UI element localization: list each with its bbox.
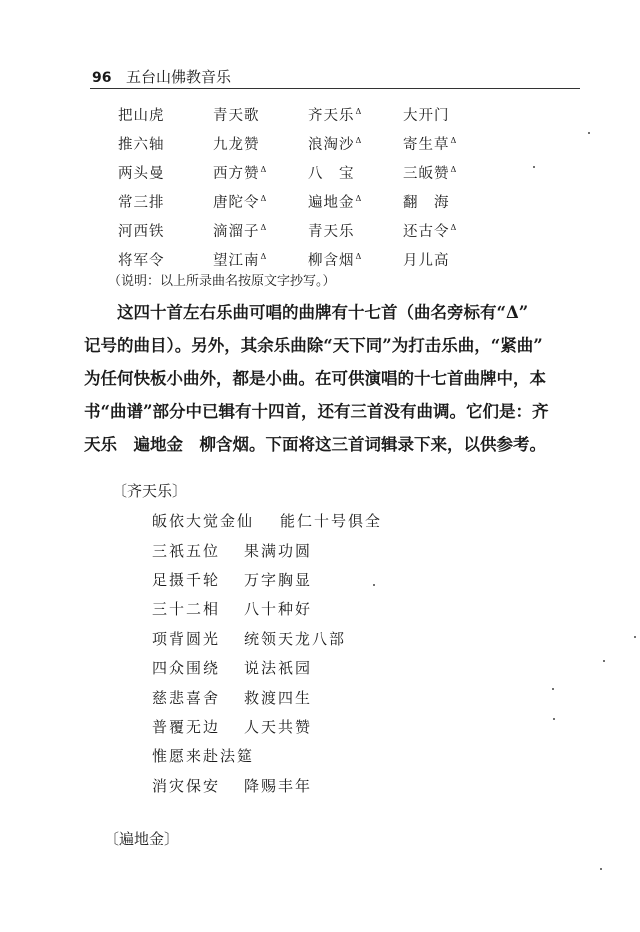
tune-name-text: 滴溜子 [213, 224, 260, 240]
tune-name [308, 191, 403, 212]
verse-phrase: 人天共赞 [244, 717, 313, 736]
tune-name-table [118, 100, 498, 274]
delta-mark: Δ [355, 136, 363, 146]
tune-name-text: 齐天乐 [308, 108, 355, 124]
verse-line [152, 741, 382, 770]
verse-phrase: 四众围绕 [152, 659, 221, 678]
tune-name-text: 两头曼 [118, 166, 165, 182]
tune-name-text: 西方赞 [213, 166, 260, 182]
tune-name-text: 柳含烟 [308, 253, 355, 269]
scan-speck [588, 132, 590, 134]
tune-name [118, 162, 213, 183]
page-header [92, 66, 231, 87]
tune-name [308, 104, 403, 125]
tune-name-text: 月儿高 [403, 253, 450, 269]
tune-name-text: 大开门 [403, 108, 450, 124]
verse-phrase: 惟愿来赴法筵 [152, 747, 255, 766]
verse-phrase: 能仁十号俱全 [280, 512, 383, 531]
verse-line [152, 594, 382, 623]
paragraph-line: 这四十首左右乐曲可唱的曲牌有十七首（曲名旁标有“Δ” [117, 303, 529, 322]
paragraph-line: 天乐 遍地金 柳含烟。下面将这三首词辑录下来，以供参考。 [84, 435, 546, 454]
section-title-qitianle: 〔齐天乐〕 [112, 482, 188, 500]
tune-name [308, 249, 403, 270]
delta-mark: Δ [450, 165, 458, 175]
verse-phrase: 万字胸显 [244, 570, 313, 589]
verse-line [152, 682, 382, 711]
verse-line [152, 653, 382, 682]
tune-name [308, 220, 403, 241]
verse-phrase: 慈悲喜舍 [152, 688, 221, 707]
tune-name-text: 青天歌 [213, 108, 260, 124]
delta-mark: Δ [355, 194, 363, 204]
paragraph-line: 为任何快板小曲外，都是小曲。在可供演唱的十七首曲牌中，本 [84, 369, 546, 388]
verse-line [152, 565, 382, 594]
tune-name [403, 133, 498, 154]
scan-speck [603, 660, 605, 662]
tune-name-text: 八 宝 [308, 166, 355, 182]
verse-phrase: 果满功圆 [244, 541, 313, 560]
verse-phrase: 项背圆光 [152, 629, 221, 648]
delta-mark: Δ [450, 223, 458, 233]
tune-name [213, 191, 308, 212]
scan-speck [552, 688, 554, 690]
verse-phrase: 统领天龙八部 [244, 629, 347, 648]
tune-name-text: 常三排 [118, 195, 165, 211]
tune-name [213, 133, 308, 154]
verse-line [152, 624, 382, 653]
tune-name-text: 唐陀令 [213, 195, 260, 211]
tune-name [403, 162, 498, 183]
verse-phrase: 普覆无边 [152, 717, 221, 736]
tune-name-text: 三皈赞 [403, 166, 450, 182]
tune-name [403, 104, 498, 125]
lyrics-block [152, 506, 382, 800]
tune-name-text: 推六轴 [118, 137, 165, 153]
scan-speck [634, 636, 636, 638]
tune-name [118, 220, 213, 241]
tune-name [213, 104, 308, 125]
paragraph-line: 记号的曲目）。另外，其余乐曲除“天下同”为打击乐曲，“紧曲” [84, 336, 543, 355]
verse-phrase: 三十二相 [152, 600, 221, 619]
tune-name [213, 220, 308, 241]
verse-line [152, 535, 382, 564]
verse-phrase: 救渡四生 [244, 688, 313, 707]
delta-mark: Δ [260, 165, 268, 175]
tune-name-text: 望江南 [213, 253, 260, 269]
verse-phrase: 足摄千轮 [152, 570, 221, 589]
verse-phrase: 消灾保安 [152, 776, 221, 795]
tune-name [213, 249, 308, 270]
tune-row [118, 187, 498, 216]
body-paragraph [84, 296, 584, 461]
page-number: 96 [92, 70, 112, 86]
note: （说明：以上所录曲名按原文字抄写。） [108, 274, 336, 289]
verse-phrase: 皈依大觉金仙 [152, 512, 255, 531]
tune-name-text: 遍地金 [308, 195, 355, 211]
verse-line [152, 506, 382, 535]
tune-name-text: 还古令 [403, 224, 450, 240]
verse-phrase: 八十种好 [244, 600, 313, 619]
scan-speck [600, 868, 602, 870]
tune-row [118, 100, 498, 129]
verse-phrase: 三祇五位 [152, 541, 221, 560]
delta-mark: Δ [355, 252, 363, 262]
scan-speck [553, 718, 555, 720]
tune-name-text: 九龙赞 [213, 137, 260, 153]
delta-mark: Δ [355, 107, 363, 117]
verse-phrase: 说法祇园 [244, 659, 313, 678]
tune-name-text: 翻 海 [403, 195, 450, 211]
tune-row [118, 216, 498, 245]
tune-name [403, 220, 498, 241]
tune-name [118, 104, 213, 125]
tune-name [118, 249, 213, 270]
verse-line [152, 712, 382, 741]
delta-mark: Δ [260, 252, 268, 262]
delta-mark: Δ [260, 194, 268, 204]
paragraph-line: 书“曲谱”部分中已辑有十四首，还有三首没有曲调。它们是：齐 [84, 402, 549, 421]
tune-name-text: 青天乐 [308, 224, 355, 240]
verse-phrase: 降赐丰年 [244, 776, 313, 795]
tune-name-text: 将军令 [118, 253, 165, 269]
tune-name [308, 133, 403, 154]
tune-name [118, 191, 213, 212]
tune-name [213, 162, 308, 183]
scan-speck [533, 166, 535, 168]
tune-name-text: 寄生草 [403, 137, 450, 153]
tune-row [118, 158, 498, 187]
tune-name-text: 河西铁 [118, 224, 165, 240]
delta-mark: Δ [450, 136, 458, 146]
tune-name-text: 浪淘沙 [308, 137, 355, 153]
scan-speck [373, 584, 375, 586]
tune-row [118, 129, 498, 158]
section-title-biandijin: 〔遍地金〕 [104, 830, 180, 848]
tune-name [118, 133, 213, 154]
tune-name [308, 162, 403, 183]
tune-name [403, 249, 498, 270]
tune-name [403, 191, 498, 212]
book-title: 五台山佛教音乐 [126, 68, 232, 86]
delta-mark: Δ [260, 223, 268, 233]
header-rule [90, 88, 580, 89]
tune-name-text: 把山虎 [118, 108, 165, 124]
verse-line [152, 771, 382, 800]
